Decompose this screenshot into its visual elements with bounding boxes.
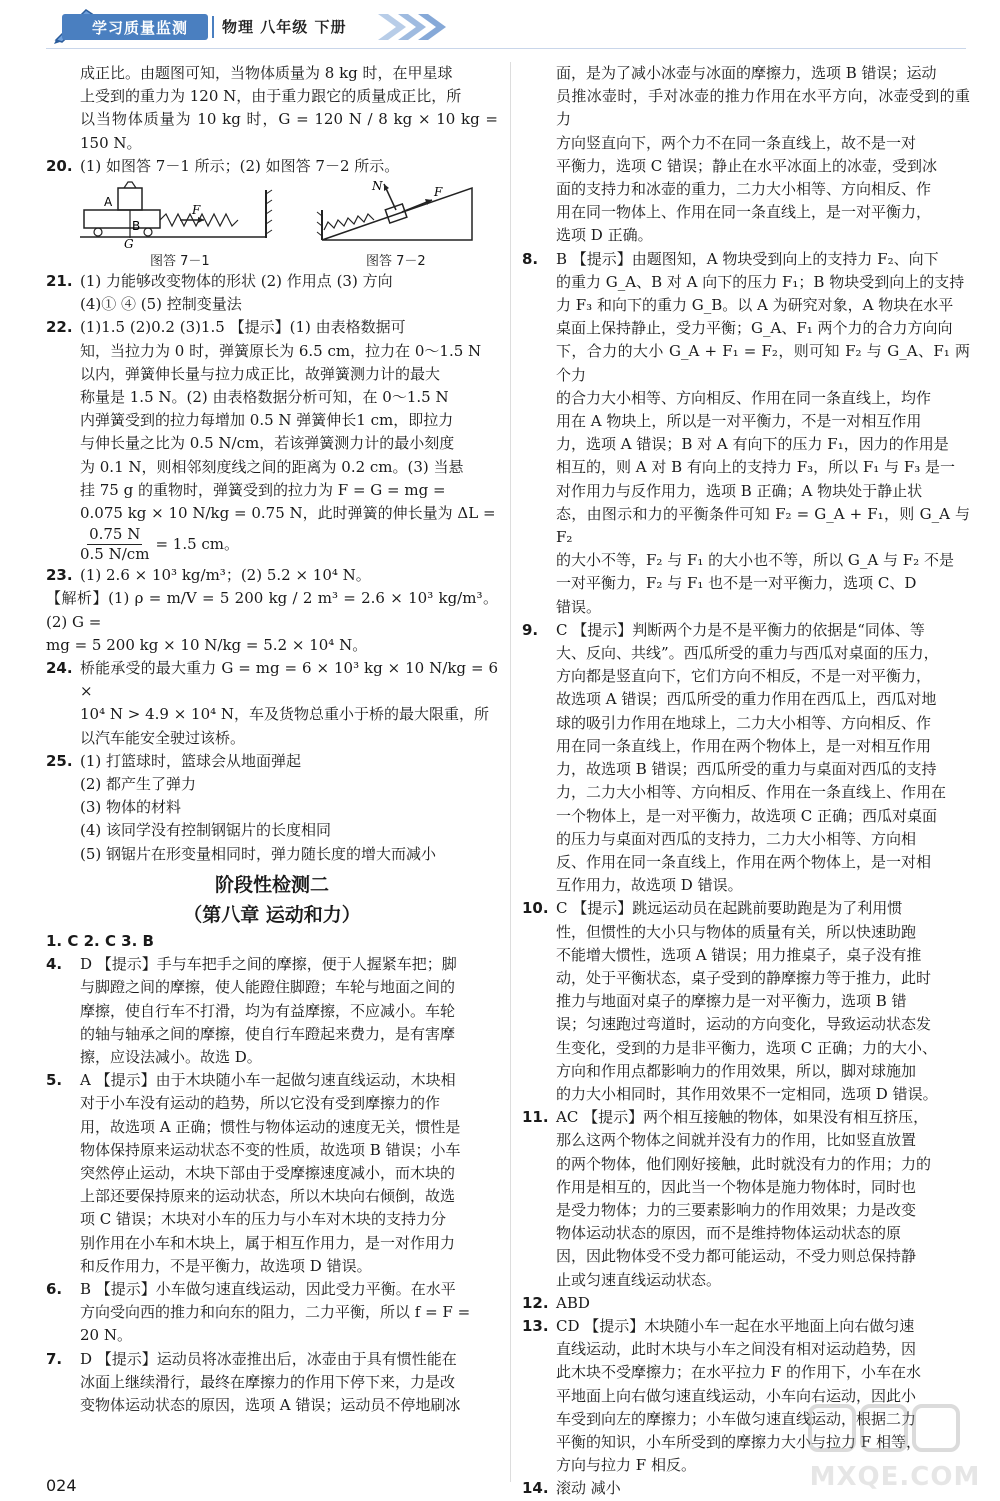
figure-7-1-spring-cart: [80, 180, 290, 248]
page-header: [0, 0, 1000, 52]
chevron-right-icon: [376, 12, 446, 42]
label-a: A: [104, 195, 113, 210]
series-title: 学习质量监测: [92, 19, 189, 37]
question-24: 24. 桥能承受的最大重力 G = mg = 6 × 10³ kg × 10 N/kg = 6 × 10⁴ N > 4.9 × 10⁴ N，车及货物总重小于桥的最大限重，所 以汽车能安全驶过该桥。: [46, 659, 498, 747]
right-column: [522, 62, 970, 1501]
section-subtitle: （第八章 运动和力）: [183, 903, 361, 926]
question-20: 20. (1) 如图答 7－1 所示；(2) 如图答 7－2 所示。: [46, 156, 400, 175]
question-9: 9. C 【提示】判断两个力是不是平衡力的依据是“同体、等 大、反向、共线”。西瓜所受的重力与西瓜对桌面的压力， 方向都是竖直向下，它们方向不相反，不是一对平衡力， 故选项 A 错误；西瓜所受的重力作用在西瓜上，西瓜对地 球的吸引力作用在地球上，二力大小相等、方向相反、作 用在同一条直线上，作用在两个物体上，是一对相互作用 力，故选项 B 错误；西瓜所受的重力与桌面对西瓜的支持 力，二力大小相等、方向相反、作用在一条直线上、作用在 一个物体上，是一对平衡力，故选项 C 正确；西瓜对桌面 的压力与桌面对西瓜的支持力，二力大小相等、方向相 反、作用在同一条直线上，作用在两个物体上，是一对相 互作用力，故选项 D 错误。: [522, 620, 947, 895]
header-rule: [46, 48, 966, 49]
question-13: 13. CD 【提示】木块随小车一起在水平地面上向右做匀速 直线运动，此时木块与小车之间没有相对运动趋势，因 此木块不受摩擦力；在水平拉力 F 的作用下，小车在水 平地面上向右做匀速直线运动，小车向右运动，因此小 车受到向左的摩擦力；小车做匀速直线运动，根据二力 平衡的知识，小车所受到的摩擦力大小与拉力 F 相等， 方向与拉力 F 相反。: [522, 1316, 921, 1475]
q22-fraction: $\frac{0.75 N}{0.5 N/cm}$ = 1.5 cm。: [80, 525, 240, 564]
question-10: 10. C 【提示】跳远运动员在起跳前要助跑是为了利用惯 性，但惯性的大小只与物体的质量有关，所以快速助跑 不能增大惯性，选项 A 错误；用力推桌子，桌子没有推 动，处于平衡状态，桌子受到的静摩擦力等于推力，此时 推力与地面对桌子的摩擦力是一对平衡力，选项 B 错 误；匀速跑过弯道时，运动的方向变化，导致运动状态发 生变化，受到的力是非平衡力，选项 C 正确；力的大小、 方向和作用点都影响力的作用效果，所以，脚对球施加 的力大小相同时，其作用效果不一定相同，选项 D 错误。: [522, 899, 938, 1103]
left-column: [46, 62, 498, 1417]
series-badge: [62, 14, 208, 40]
label-b: B: [132, 219, 141, 234]
figure-caption-7-1: 图答 7－1: [150, 254, 210, 270]
watermark-logo-icon: [800, 1400, 990, 1460]
question-22: 22. (1)1.5 (2)0.2 (3)1.5 【提示】(1) 由表格数据可 知，当拉力为 0 时，弹簧原长为 6.5 cm，拉力在 0～1.5 N 以内，弹簧伸长量与拉力成正比，故弹簧测力计的最大 称量是 1.5 N。(2) 由表格数据分析可知，在 0～1.5 N 内弹簧受到的拉力每增加 0.5 N 弹簧伸长1 cm，即拉力 与伸长量之比为 0.5 N/cm，若该弹簧测力计的最小刻度 为 0.1 N，则相邻刻度线之间的距离为 0.2 cm。(3) 当悬 挂 75 g 的重物时，弹簧受到的拉力为 F = G = mg = 0.075 kg × 10 N/kg = 0.75 N，此时弹簧的伸长量为 ΔL = $\frac{0.75 N}{0.5 N/cm}$ = 1.5 cm。: [46, 316, 498, 564]
label-n: N: [372, 180, 383, 194]
figure-7-2-incline-block: [312, 180, 482, 248]
questions-1-3: 1. C 2. C 3. B: [46, 931, 154, 950]
question-21: 21. (1) 力能够改变物体的形状 (2) 作用点 (3) 方向 (4)① ④ (5) 控制变量法: [46, 272, 393, 314]
section-title: 阶段性检测二: [214, 873, 329, 896]
q7-continuation: 面，是为了减小冰壶与冰面的摩擦力，选项 B 错误；运动 员推冰壶时，手对冰壶的推力作用在水平方向，冰壶受到的重力 方向竖直向下，两个力不在同一条直线上，故不是一对 平衡力，选项 C 错误；静止在水平冰面上的冰壶，受到冰 面的支持力和冰壶的重力，二力大小相等、方向相反、作 用在同一物体上、作用在同一条直线上，是一对平衡力， 选项 D 正确。: [556, 64, 970, 245]
page-number: 024: [46, 1476, 77, 1495]
question-12: 12. ABD: [522, 1293, 590, 1312]
label-f2: F: [434, 185, 443, 200]
question-6: 6. B 【提示】小车做匀速直线运动，因此受力平衡。在水平 方向受向西的推力和向东的阻力，二力平衡，所以 f = F = 20 N。: [46, 1279, 471, 1345]
question-7: 7. D 【提示】运动员将冰壶推出后，冰壶由于具有惯性能在 冰面上继续滑行，最终在摩擦力的作用下停下来，力是改 变物体运动状态的原因，选项 A 错误；运动员不停地刷冰: [46, 1349, 461, 1414]
watermark-text: MXQE.COM: [809, 1462, 981, 1492]
question-4: 4. D 【提示】手与车把手之间的摩擦，便于人握紧车把；脚 与脚蹬之间的摩擦，使人能蹬住脚蹬；车轮与地面之间的 摩擦，使自行车不打滑，均为有益摩擦，不应减小。车轮 的轴与轴承之间的摩擦，使自行车蹬起来费力，是有害摩 擦，应设法减小。故选 D。: [46, 955, 457, 1066]
subject-title: 物理 八年级 下册: [222, 18, 347, 36]
question-11: 11. AC 【提示】两个相互接触的物体，如果没有相互挤压， 那么这两个物体之间就并没有力的作用，比如竖直放置 的两个物体，他们刚好接触，此时就没有力的作用；力的 作用是相互的，因此当一个物体是施力物体时，同时也 是受力物体；力的三要素影响力的作用效果；力是改变 物体运动状态的原因，而不是维持物体运动状态的原 因，因此物体受不受力都可能运动，不受力则总保持静 止或匀速直线运动状态。: [522, 1108, 932, 1289]
q19-continuation: 成正比。由题图可知，当物体质量为 8 kg 时，在甲星球 上受到的重力为 120 N，由于重力跟它的质量成正比，所 以当物体质量为 10 kg 时，G = 120 N / 8 kg × 10 kg = 150 N。: [80, 64, 498, 152]
question-8: 8. B 【提示】由题图知，A 物块受到向上的支持力 F₂、向下 的重力 G_A、B 对 A 向下的压力 F₁；B 物块受到向上的支持 力 F₃ 和向下的重力 G_B。以 A 为研究对象，A 物块在水平 桌面上保持静止，受力平衡；G_A、F₁ 两个力的合力方向向 下，合力的大小 G_A + F₁ = F₂，则可知 F₂ 与 G_A、F₁ 两个力 的合力大小相等、方向相反、作用在同一条直线上，均作 用在 A 物块上，所以是一对平衡力，不是一对相互作用 力，选项 A 错误；B 对 A 有向下的压力 F₁，因力的作用是 相互的，则 A 对 B 有向上的支持力 F₃，所以 F₁ 与 F₃ 是一 对作用力与反作用力，选项 B 正确；A 物块处于静止状 态，由图示和力的平衡条件可知 F₂ = G_A + F₁，则 G_A 与 F₂ 的大小不等，F₂ 与 F₁ 的大小也不等，所以 G_A 与 F₂ 不是 一对平衡力，F₂ 与 F₁ 也不是一对平衡力，选项 C、D 错误。: [522, 249, 970, 616]
answer-figures: [80, 180, 498, 270]
figure-caption-7-2: 图答 7－2: [366, 254, 426, 270]
question-25: 25. (1) 打篮球时，篮球会从地面弹起 (2) 都产生了弹力 (3) 物体的材料 (4) 该同学没有控制钢锯片的长度相同 (5) 钢锯片在形变量相同时，弹力随长度的增大而减小: [46, 751, 437, 863]
column-divider: [510, 62, 511, 1482]
label-f: F: [192, 203, 201, 218]
question-23: 23. (1) 2.6 × 10³ kg/m³；(2) 5.2 × 10⁴ N。 【解析】(1) ρ = m/V = 5 200 kg / 2 m³ = 2.6 × 10³ kg/m³。(2) G = mg = 5 200 kg × 10 N/kg = 5.2 × 10⁴ N。: [46, 566, 498, 654]
watermark: [800, 1400, 990, 1496]
label-g: G: [124, 237, 134, 249]
question-5: 5. A 【提示】由于木块随小车一起做匀速直线运动，木块相 对于小车没有运动的趋势，所以它没有受到摩擦力的作 用，故选项 A 正确；惯性与物体运动的速度无关，惯性是 物体保持原来运动状态不变的性质，故选项 B 错误；小车 突然停止运动，木块下部由于受摩擦速度减小，而木块的 上部还要保持原来的运动状态，所以木块向右倾倒，故选 项 C 错误；木块对小车的压力与小车对木块的支持力分 别作用在小车和木块上，属于相互作用力，是一对作用力 和反作用力，不是平衡力，故选项 D 错误。: [46, 1071, 461, 1275]
question-14: 14. 滚动 减小: [522, 1479, 621, 1498]
header-divider: [212, 16, 214, 38]
